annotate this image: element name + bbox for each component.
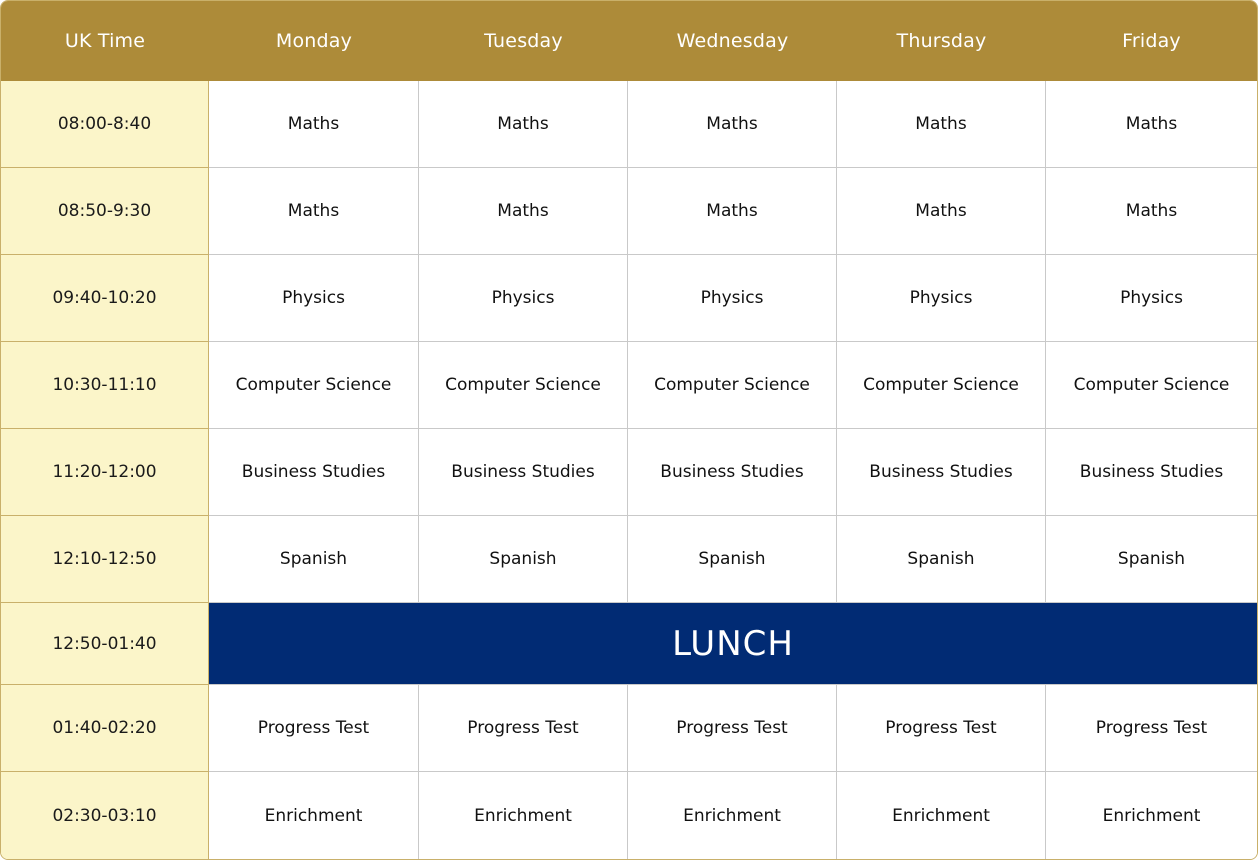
time-slot: 09:40-10:20 [1, 255, 209, 342]
subject-cell: Progress Test [837, 685, 1046, 772]
header-day-tuesday: Tuesday [419, 1, 628, 81]
time-slot: 01:40-02:20 [1, 685, 209, 772]
subject-cell: Maths [628, 81, 837, 168]
subject-cell: Computer Science [628, 342, 837, 429]
time-slot: 02:30-03:10 [1, 772, 209, 859]
header-day-thursday: Thursday [837, 1, 1046, 81]
subject-cell: Maths [837, 168, 1046, 255]
subject-cell: Physics [419, 255, 628, 342]
time-slot: 08:00-8:40 [1, 81, 209, 168]
subject-cell: Spanish [1046, 516, 1257, 603]
time-slot: 08:50-9:30 [1, 168, 209, 255]
subject-cell: Computer Science [209, 342, 419, 429]
subject-cell: Maths [209, 81, 419, 168]
subject-cell: Spanish [209, 516, 419, 603]
subject-cell: Progress Test [419, 685, 628, 772]
subject-cell: Maths [209, 168, 419, 255]
subject-cell: Progress Test [1046, 685, 1257, 772]
time-slot: 11:20-12:00 [1, 429, 209, 516]
subject-cell: Business Studies [209, 429, 419, 516]
subject-cell: Business Studies [419, 429, 628, 516]
header-day-wednesday: Wednesday [628, 1, 837, 81]
subject-cell: Maths [1046, 81, 1257, 168]
time-slot: 10:30-11:10 [1, 342, 209, 429]
subject-cell: Business Studies [837, 429, 1046, 516]
subject-cell: Computer Science [419, 342, 628, 429]
subject-cell: Enrichment [209, 772, 419, 859]
subject-cell: Physics [1046, 255, 1257, 342]
subject-cell: Enrichment [419, 772, 628, 859]
subject-cell: Computer Science [1046, 342, 1257, 429]
header-day-friday: Friday [1046, 1, 1257, 81]
subject-cell: Maths [419, 81, 628, 168]
subject-cell: Computer Science [837, 342, 1046, 429]
lunch-time-slot: 12:50-01:40 [1, 603, 209, 685]
time-slot: 12:10-12:50 [1, 516, 209, 603]
header-day-monday: Monday [209, 1, 419, 81]
subject-cell: Enrichment [837, 772, 1046, 859]
lunch-banner: LUNCH [209, 603, 1257, 685]
subject-cell: Spanish [837, 516, 1046, 603]
subject-cell: Business Studies [1046, 429, 1257, 516]
subject-cell: Enrichment [628, 772, 837, 859]
subject-cell: Business Studies [628, 429, 837, 516]
subject-cell: Physics [209, 255, 419, 342]
timetable-grid [1, 1, 1257, 859]
subject-cell: Physics [837, 255, 1046, 342]
subject-cell: Enrichment [1046, 772, 1257, 859]
subject-cell: Spanish [628, 516, 837, 603]
subject-cell: Spanish [419, 516, 628, 603]
subject-cell: Maths [837, 81, 1046, 168]
subject-cell: Progress Test [209, 685, 419, 772]
subject-cell: Maths [419, 168, 628, 255]
header-uk-time: UK Time [1, 1, 209, 81]
subject-cell: Physics [628, 255, 837, 342]
subject-cell: Maths [1046, 168, 1257, 255]
subject-cell: Maths [628, 168, 837, 255]
subject-cell: Progress Test [628, 685, 837, 772]
